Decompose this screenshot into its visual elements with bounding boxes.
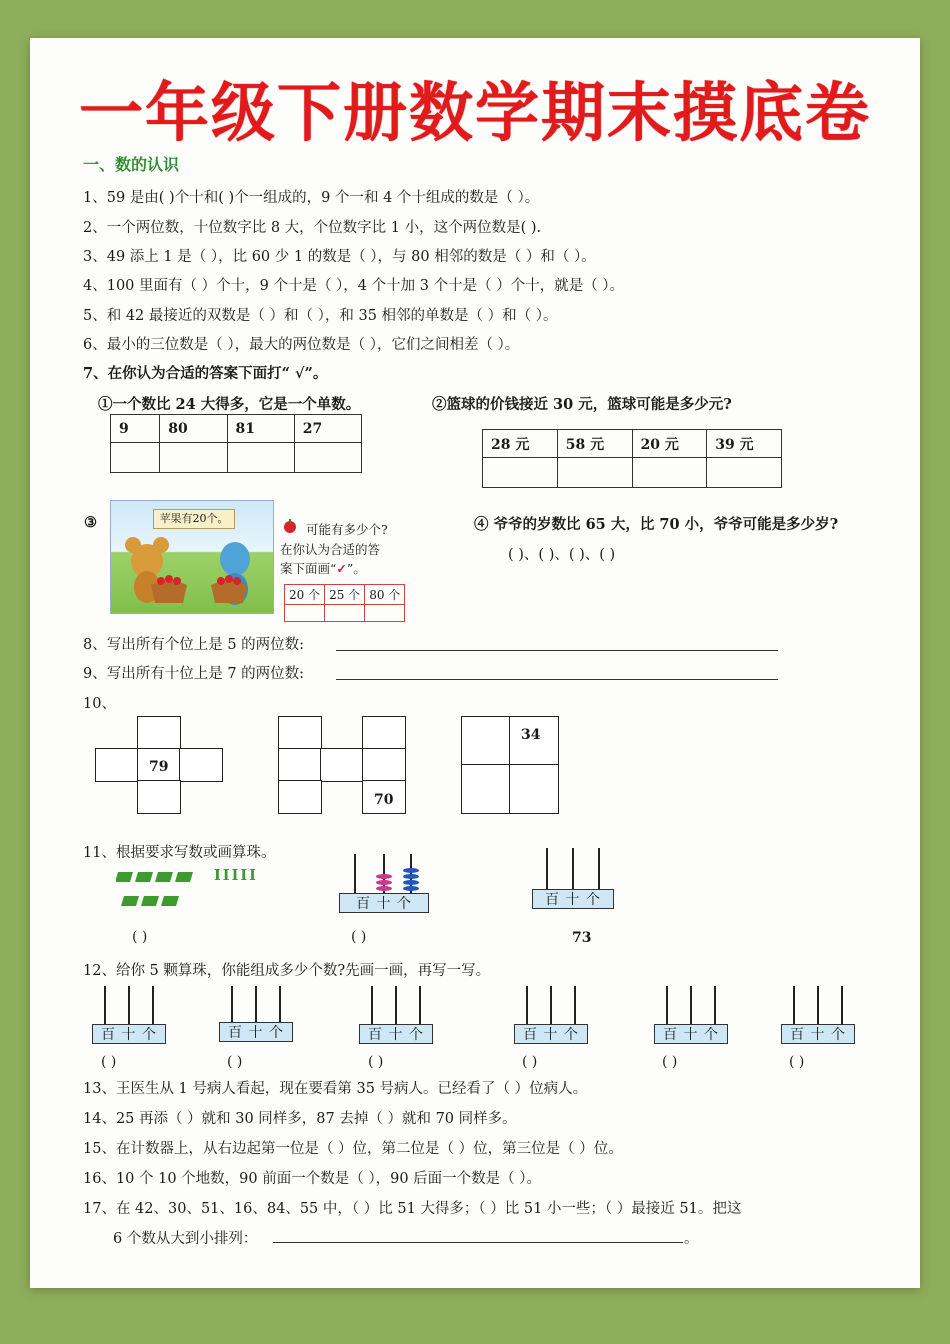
grid-number: 34	[521, 727, 541, 743]
abacus-rod	[526, 986, 528, 1026]
abacus-rod	[104, 986, 106, 1026]
question-7-3-mark: ③	[84, 514, 97, 531]
grid-cell[interactable]	[320, 748, 364, 782]
abacus-rod	[395, 986, 397, 1026]
abacus-rod	[572, 848, 574, 890]
option-cell: 81	[227, 415, 294, 443]
question-3: 3、49 添上 1 是（ ），比 60 少 1 的数是（ ），与 80 相邻的数是（ ）和（ ）。	[83, 249, 596, 265]
check-mark-icon: ✓	[336, 561, 347, 576]
grid-cell[interactable]	[461, 716, 511, 766]
question-7-1: ①一个数比 24 大得多，它是一个单数。	[98, 396, 361, 413]
abacus-rod	[550, 986, 552, 1026]
answer-blank[interactable]: ( )	[132, 929, 148, 945]
answer-cell[interactable]	[483, 458, 558, 488]
grid-cell[interactable]	[362, 748, 406, 782]
option-cell: 9	[111, 415, 160, 443]
grid-cell[interactable]	[137, 716, 181, 750]
option-cell: 28 元	[483, 430, 558, 458]
question-7-3-line3	[280, 559, 366, 577]
question-4: 4、100 里面有（ ）个十，9 个十是（ ），4 个十加 3 个十是（ ）个十，就是（ ）。	[83, 278, 625, 294]
answer-cell[interactable]	[285, 605, 325, 622]
abacus-base: 百 十 个	[339, 893, 429, 913]
options-table-1	[110, 414, 362, 473]
abacus-rod	[279, 986, 281, 1026]
bead-icon	[403, 886, 419, 891]
question-10: 10、	[83, 696, 116, 712]
question-9: 9、写出所有十位上是 7 的两位数:	[83, 666, 305, 682]
question-7-3-line2: 在你认为合适的答	[280, 542, 381, 557]
page-title: 一年级下册数学期末摸底卷	[79, 77, 871, 151]
abacus-rod	[152, 986, 154, 1026]
answer-cell[interactable]	[294, 443, 361, 473]
grid-cell[interactable]	[461, 764, 511, 814]
answer-blank[interactable]: ( )	[522, 1054, 538, 1070]
bead-icon	[376, 880, 392, 885]
answer-line-17[interactable]	[273, 1242, 683, 1243]
abacus-base: 百 十 个	[514, 1024, 588, 1044]
bead-icon	[376, 874, 392, 879]
abacus-rod	[128, 986, 130, 1026]
answer-blank[interactable]: ( )	[101, 1054, 117, 1070]
answer-blank[interactable]: ( )	[368, 1054, 384, 1070]
question-17-end: 。	[684, 1231, 699, 1247]
question-16: 16、10 个 10 个地数，90 前面一个数是（ ），90 后面一个数是（ ）。	[83, 1171, 542, 1187]
question-12: 12、给你 5 颗算珠，你能组成多少个数?先画一画，再写一写。	[83, 963, 491, 979]
answer-cell[interactable]	[707, 458, 782, 488]
question-15: 15、在计数器上，从右边起第一位是（ ）位，第二位是（ ）位，第三位是（ ）位。	[83, 1141, 623, 1157]
grid-cell[interactable]	[95, 748, 139, 782]
answer-cell[interactable]	[365, 605, 405, 622]
abacus-base: 百 十 个	[532, 889, 614, 909]
options-table-2	[482, 429, 782, 488]
option-cell: 20 个	[285, 585, 325, 605]
grid-cell[interactable]	[278, 716, 322, 750]
answer-line-9[interactable]	[336, 679, 778, 680]
abacus-rod	[371, 986, 373, 1026]
bead-icon	[376, 886, 392, 891]
question-5: 5、和 42 最接近的双数是（ ）和（ ），和 35 相邻的单数是（ ）和（ ）。	[83, 308, 558, 324]
answer-cell[interactable]	[557, 458, 632, 488]
abacus-base: 百 十 个	[92, 1024, 166, 1044]
abacus-rod	[841, 986, 843, 1026]
abacus-rod	[714, 986, 716, 1026]
abacus-rod	[255, 986, 257, 1026]
grid-cell[interactable]	[362, 716, 406, 750]
answer-blank[interactable]: ( )	[351, 929, 367, 945]
illustration-banner: 苹果有20个。	[153, 509, 235, 529]
question-17-b: 6 个数从大到小排列：	[113, 1231, 258, 1247]
abacus-rod	[354, 854, 356, 894]
option-cell: 20 元	[632, 430, 707, 458]
abacus-rod	[231, 986, 233, 1026]
cartoon-characters-icon	[111, 501, 273, 613]
abacus-base: 百 十 个	[781, 1024, 855, 1044]
question-1: 1、59 是由( )个十和( )个一组成的，9 个一和 4 个十组成的数是（ ）。	[83, 190, 540, 206]
abacus-rod	[598, 848, 600, 890]
question-8: 8、写出所有个位上是 5 的两位数:	[83, 637, 305, 653]
instruction-text: 案下面画“	[280, 561, 337, 576]
question-13: 13、王医生从 1 号病人看起，现在要看第 35 号病人。已经看了（ ）位病人。	[83, 1081, 588, 1097]
answer-blank[interactable]: ( )	[789, 1054, 805, 1070]
tally-sticks: IIIII	[214, 867, 258, 884]
question-7-3-line1: 可能有多少个?	[306, 522, 388, 537]
grid-cell[interactable]	[179, 748, 223, 782]
question-7: 7、在你认为合适的答案下面打“ √”。	[83, 365, 328, 382]
answer-cell[interactable]	[325, 605, 365, 622]
option-cell: 25 个	[325, 585, 365, 605]
grid-cell[interactable]	[278, 748, 322, 782]
abacus-rod	[666, 986, 668, 1026]
bead-icon	[403, 874, 419, 879]
question-6: 6、最小的三位数是（ ），最大的两位数是（ ），它们之间相差（ ）。	[83, 337, 520, 353]
abacus-rod	[690, 986, 692, 1026]
bead-icon	[403, 868, 419, 873]
bead-bundles-icon	[116, 868, 216, 912]
question-2: 2、一个两位数，十位数字比 8 大，个位数字比 1 小，这个两位数是( ).	[83, 220, 542, 236]
abacus-base: 百 十 个	[219, 1022, 293, 1042]
question-7-4: ④ 爷爷的岁数比 65 大，比 70 小，爷爷可能是多少岁?	[474, 516, 839, 533]
instruction-end: ”。	[346, 561, 366, 576]
answer-blank[interactable]: ( )	[662, 1054, 678, 1070]
options-table-3	[284, 584, 405, 622]
answer-blank[interactable]: ( )	[227, 1054, 243, 1070]
abacus-rod	[793, 986, 795, 1026]
answer-cell[interactable]	[111, 443, 160, 473]
apple-icon	[282, 518, 298, 534]
option-cell: 80 个	[365, 585, 405, 605]
abacus-base: 百 十 个	[359, 1024, 433, 1044]
abacus-base: 百 十 个	[654, 1024, 728, 1044]
answer-cell[interactable]	[160, 443, 227, 473]
question-14: 14、25 再添（ ）就和 30 同样多，87 去掉（ ）就和 70 同样多。	[83, 1111, 517, 1127]
question-17: 17、在 42、30、51、16、84、55 中，（ ）比 51 大得多；（ ）比 51 小一些；（ ）最接近 51。把这	[83, 1201, 742, 1217]
abacus-rod	[817, 986, 819, 1026]
section-heading: 一、数的认识	[83, 155, 180, 174]
answer-line-8[interactable]	[336, 650, 778, 651]
option-cell: 58 元	[557, 430, 632, 458]
grid-cell[interactable]	[137, 780, 181, 814]
abacus-rod	[546, 848, 548, 890]
abacus-rod	[574, 986, 576, 1026]
grid-number: 70	[374, 792, 394, 808]
answer-cell[interactable]	[227, 443, 294, 473]
abacus-rod	[419, 986, 421, 1026]
option-cell: 27	[294, 415, 361, 443]
answer-cell[interactable]	[632, 458, 707, 488]
grid-cell[interactable]	[278, 780, 322, 814]
given-number: 73	[572, 930, 592, 946]
grid-number: 79	[149, 759, 169, 775]
question-7-4-blanks: ( )、( )、( )、( )	[508, 547, 616, 563]
question-11: 11、根据要求写数或画算珠。	[83, 845, 276, 861]
apple-cartoon-illustration	[110, 500, 274, 614]
grid-cell[interactable]	[509, 764, 559, 814]
question-7-2: ②篮球的价钱接近 30 元，篮球可能是多少元?	[432, 396, 732, 413]
option-cell: 39 元	[707, 430, 782, 458]
bead-icon	[403, 880, 419, 885]
option-cell: 80	[160, 415, 227, 443]
